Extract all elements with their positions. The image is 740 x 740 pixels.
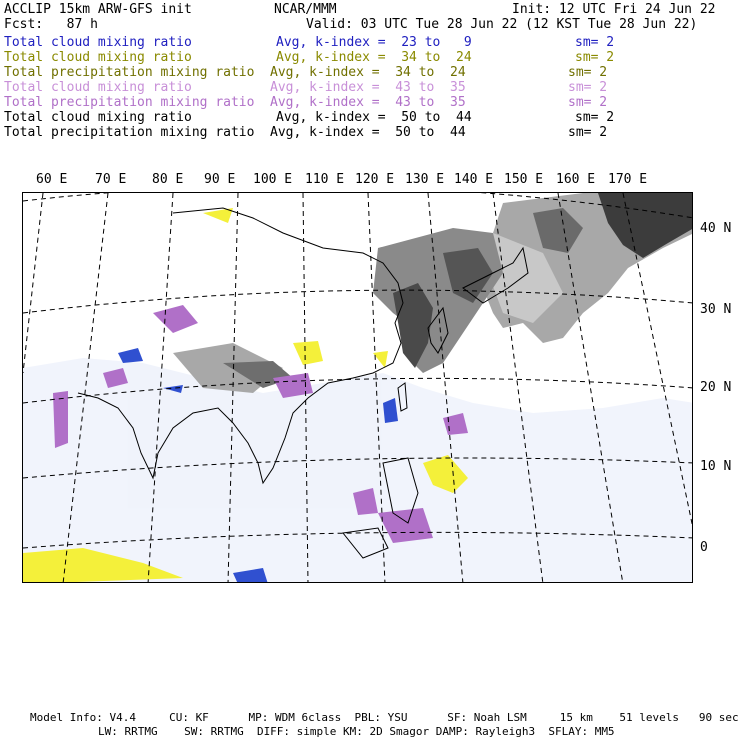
longitude-label: 70 E: [95, 172, 127, 187]
legend-field-3: Total precipitation mixing ratio: [4, 65, 255, 80]
legend-sm-5: sm= 2: [568, 95, 608, 110]
legend-sm-4: sm= 2: [568, 80, 608, 95]
longitude-label: 100 E: [253, 172, 293, 187]
legend-avg-7: Avg, k-index = 50 to 44: [270, 125, 466, 140]
map-panel: [22, 192, 693, 583]
legend-field-4: Total cloud mixing ratio: [4, 80, 192, 95]
legend-field-5: Total precipitation mixing ratio: [4, 95, 255, 110]
legend-field-6: Total cloud mixing ratio: [4, 110, 192, 125]
legend-sm-2: sm= 2: [575, 50, 615, 65]
latitude-label: 20 N: [700, 380, 732, 395]
latitude-label: 0: [700, 540, 708, 555]
legend-avg-5: Avg, k-index = 43 to 35: [270, 95, 466, 110]
longitude-label: 140 E: [454, 172, 494, 187]
cloud-field-dark: [373, 193, 693, 373]
latitude-label: 10 N: [700, 459, 732, 474]
legend-avg-1: Avg, k-index = 23 to 9: [276, 35, 472, 50]
latitude-label: 40 N: [700, 221, 732, 236]
legend-sm-3: sm= 2: [568, 65, 608, 80]
longitude-label: 170 E: [608, 172, 648, 187]
init-time: Init: 12 UTC Fri 24 Jun 22: [512, 2, 716, 17]
legend-avg-4: Avg, k-index = 43 to 35: [270, 80, 466, 95]
legend-field-1: Total cloud mixing ratio: [4, 35, 192, 50]
legend-sm-1: sm= 2: [575, 35, 615, 50]
longitude-label: 150 E: [504, 172, 544, 187]
forecast-hour: Fcst: 87 h: [4, 17, 98, 32]
longitude-label: 60 E: [36, 172, 68, 187]
legend-avg-2: Avg, k-index = 34 to 24: [276, 50, 472, 65]
longitude-label: 90 E: [204, 172, 236, 187]
title-left: ACCLIP 15km ARW-GFS init: [4, 2, 192, 17]
footer-line-1: Model Info: V4.4 CU: KF MP: WDM 6class PBL: YSU SF: Noah LSM 15 km 51 levels 90 sec: [30, 711, 739, 724]
longitude-label: 80 E: [152, 172, 184, 187]
longitude-label: 110 E: [305, 172, 345, 187]
legend-sm-7: sm= 2: [568, 125, 608, 140]
longitude-label: 130 E: [405, 172, 445, 187]
longitude-label: 160 E: [556, 172, 596, 187]
legend-avg-6: Avg, k-index = 50 to 44: [276, 110, 472, 125]
legend-sm-6: sm= 2: [575, 110, 615, 125]
valid-time: Valid: 03 UTC Tue 28 Jun 22 (12 KST Tue 28 Jun 22): [306, 17, 698, 32]
latitude-label: 30 N: [700, 302, 732, 317]
title-center: NCAR/MMM: [274, 2, 337, 17]
map-graphic: [23, 193, 693, 583]
legend-field-2: Total cloud mixing ratio: [4, 50, 192, 65]
legend-avg-3: Avg, k-index = 34 to 24: [270, 65, 466, 80]
legend-field-7: Total precipitation mixing ratio: [4, 125, 255, 140]
footer-line-2: LW: RRTMG SW: RRTMG DIFF: simple KM: 2D Smagor DAMP: Rayleigh3 SFLAY: MM5: [98, 725, 615, 738]
longitude-label: 120 E: [355, 172, 395, 187]
